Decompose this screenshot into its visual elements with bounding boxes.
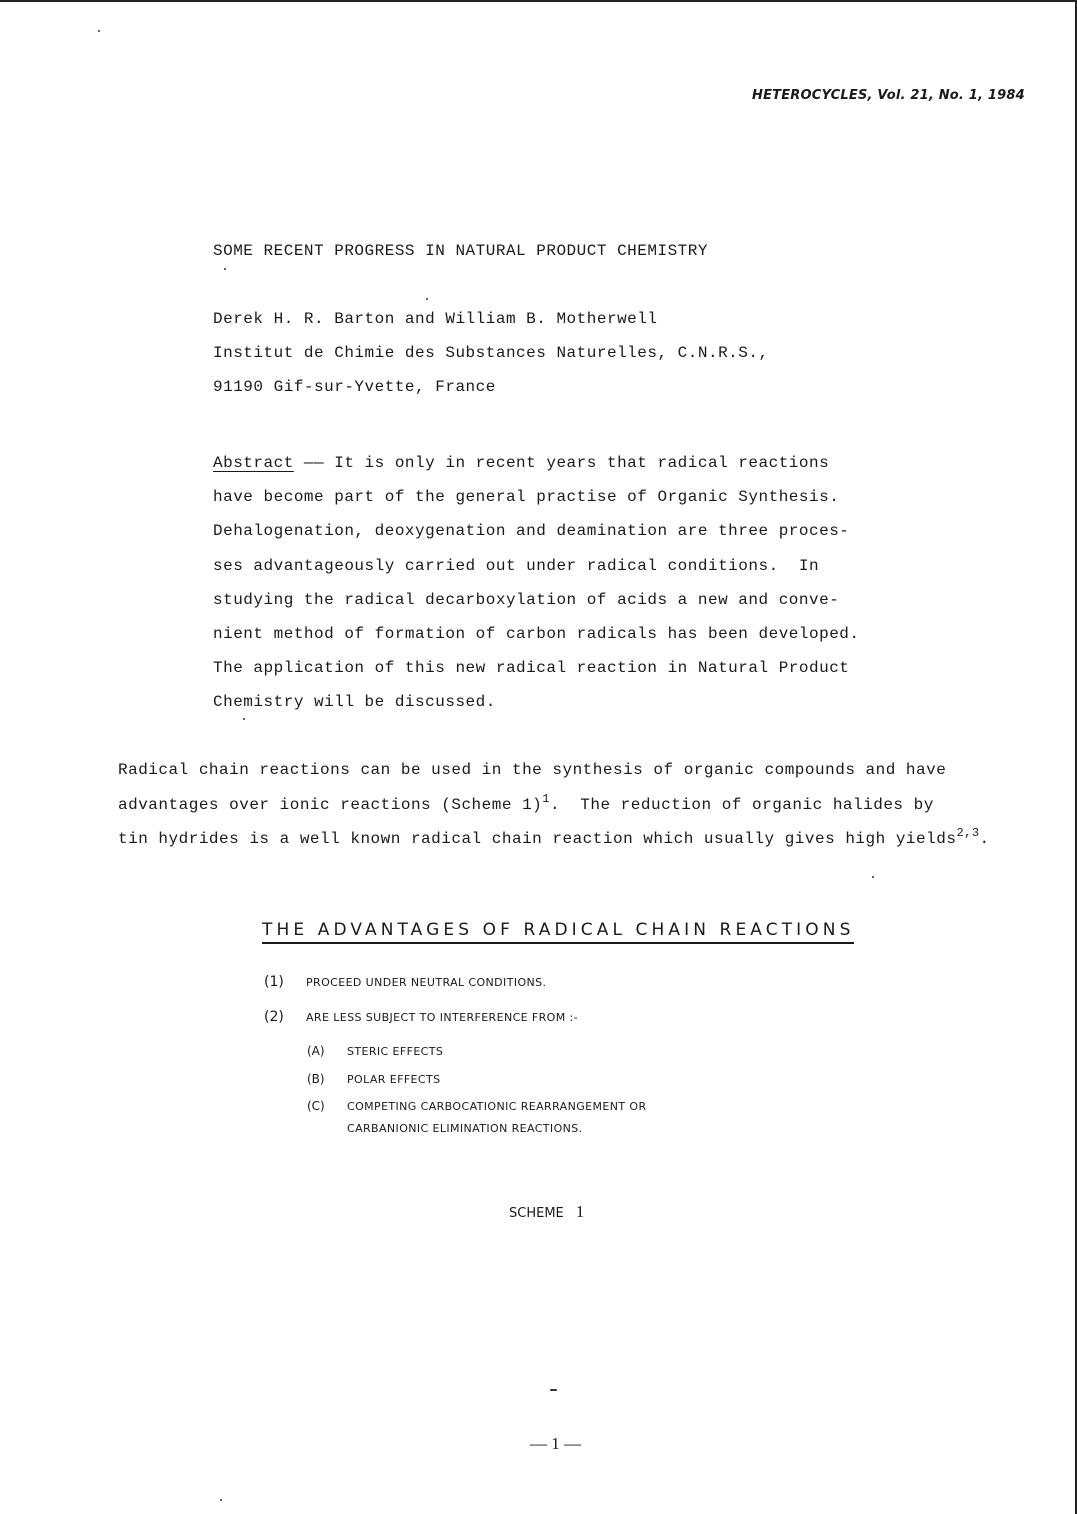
item-text: PROCEED UNDER NEUTRAL CONDITIONS. (306, 976, 547, 989)
scheme-item (264, 1009, 578, 1025)
scheme-subitem-continuation: CARBANIONIC ELIMINATION REACTIONS. (347, 1122, 583, 1135)
scheme-heading: THE ADVANTAGES OF RADICAL CHAIN REACTIONS (262, 920, 854, 944)
abstract-line: nient method of formation of carbon radicals has been developed. (213, 624, 860, 643)
scheme-subitem (307, 1072, 440, 1086)
affiliation-line-1: Institut de Chimie des Substances Naturelles, C.N.R.S., (213, 344, 769, 362)
subitem-text: POLAR EFFECTS (347, 1073, 441, 1086)
abstract-line-1-text: It is only in recent years that radical reactions (334, 454, 830, 472)
abstract-line: studying the radical decarboxylation of acids a new and conve- (213, 590, 840, 609)
scan-speck (550, 1389, 557, 1391)
item-text: ARE LESS SUBJECT TO INTERFERENCE FROM :- (306, 1011, 579, 1024)
affiliation-line-2: 91190 Gif-sur-Yvette, France (213, 378, 496, 396)
running-header: HETEROCYCLES, Vol. 21, No. 1, 1984 (752, 88, 1025, 103)
item-number: (1) (264, 974, 284, 990)
page-number: — 1 — (530, 1434, 581, 1453)
item-number: (2) (264, 1009, 284, 1025)
scheme-subitem (307, 1044, 443, 1058)
scan-speck (220, 1499, 222, 1501)
body-paragraph (118, 753, 990, 857)
abstract-line: Dehalogenation, deoxygenation and deamination are three proces- (213, 522, 850, 541)
scan-speck (243, 718, 245, 720)
body-line-3-text: tin hydrides is a well known radical chain reaction which usually gives high yields (118, 830, 957, 848)
citation-superscript: 2,3 (956, 826, 980, 840)
subitem-text: STERIC EFFECTS (347, 1045, 444, 1058)
author-list: Derek H. R. Barton and William B. Motherwell (213, 310, 658, 328)
body-line-2-tail: . The reduction of organic halides by (549, 795, 934, 814)
subitem-text: COMPETING CARBOCATIONIC REARRANGEMENT OR (347, 1100, 647, 1113)
abstract-line: ses advantageously carried out under radical conditions. In (213, 556, 820, 575)
scan-speck (426, 298, 428, 300)
abstract-line: have become part of the general practise of Organic Synthesis. (213, 488, 840, 507)
scheme-caption (509, 1202, 584, 1222)
scheme-item (264, 974, 546, 990)
abstract-dash: —— (293, 454, 335, 472)
abstract (213, 446, 860, 720)
scan-speck (872, 876, 874, 878)
abstract-line: Chemistry will be discussed. (213, 693, 496, 712)
caption-label: SCHEME (509, 1206, 564, 1221)
subitem-letter: (A) (307, 1044, 325, 1058)
body-line-1: Radical chain reactions can be used in the synthesis of organic compounds and have (118, 761, 947, 779)
scheme-subitem (307, 1099, 646, 1113)
article-title: SOME RECENT PROGRESS IN NATURAL PRODUCT CHEMISTRY (213, 242, 708, 260)
subitem-letter: (C) (307, 1099, 325, 1113)
abstract-label: Abstract (213, 454, 294, 472)
body-line-2 (118, 788, 990, 823)
body-line-3-tail: . (979, 830, 990, 848)
citation-superscript: 1 (542, 791, 550, 806)
scan-speck (98, 30, 100, 32)
caption-number: 1 (575, 1202, 585, 1221)
body-line-2-text: advantages over ionic reactions (Scheme 1) (118, 795, 543, 814)
scan-speck (224, 268, 226, 270)
subitem-letter: (B) (307, 1072, 325, 1086)
body-line-3 (118, 822, 990, 857)
abstract-line: The application of this new radical reaction in Natural Product (213, 659, 850, 678)
abstract-line (213, 446, 860, 480)
